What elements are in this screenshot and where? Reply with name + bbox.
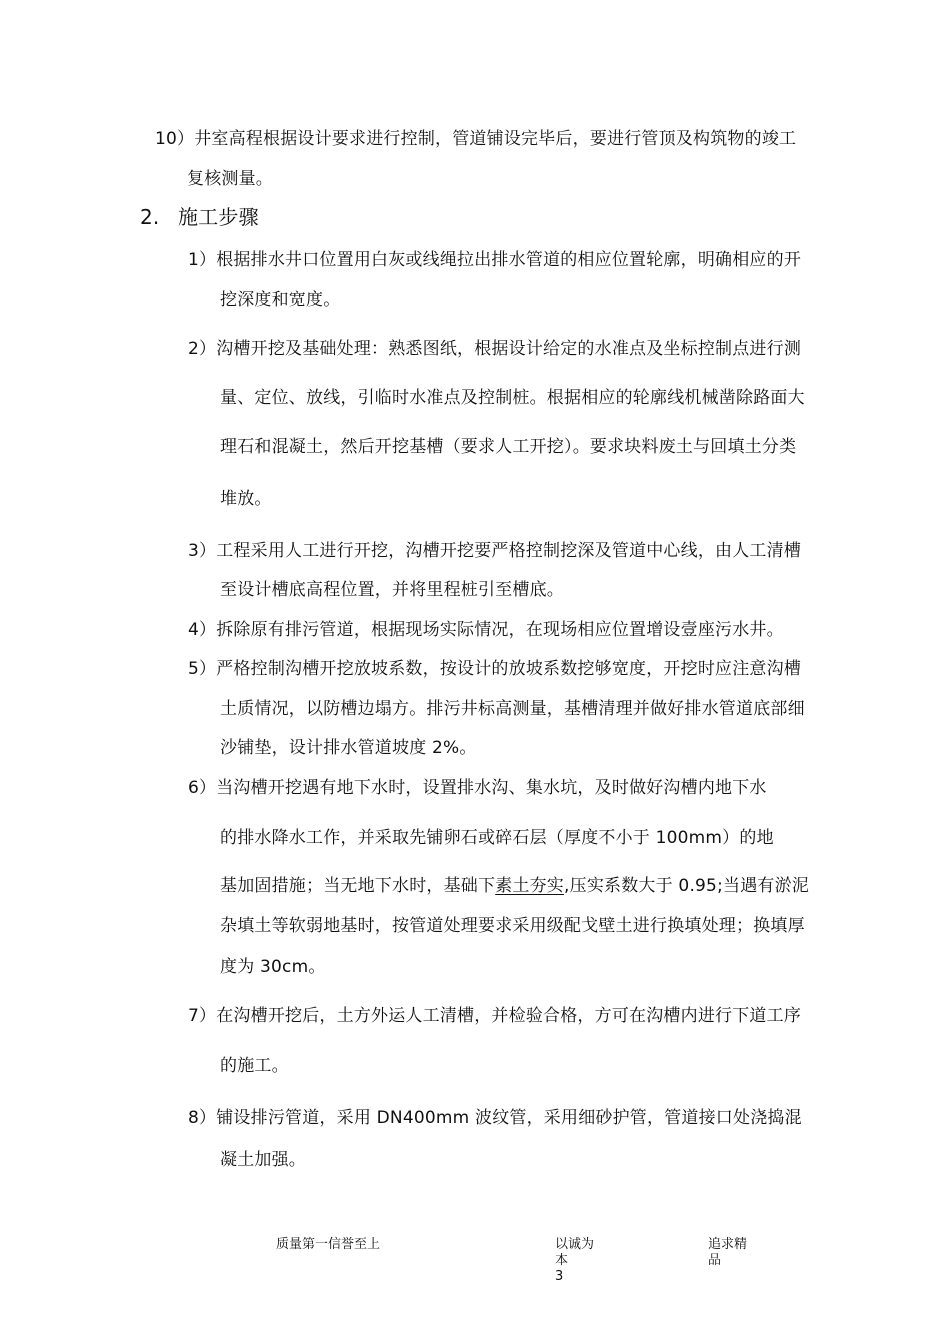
- footer-mid-line-2: 本: [555, 1253, 569, 1268]
- footer-left: 质量第一信誉至上: [276, 1237, 381, 1252]
- step-5-text-1: 严格控制沟槽开挖放坡系数，按设计的放坡系数挖够宽度，开挖时应注意沟槽: [216, 659, 802, 679]
- step-4-line-1: [188, 618, 784, 642]
- step-7-line-1: [188, 1004, 801, 1028]
- footer-right-line-1: 追求精: [708, 1237, 748, 1252]
- step-2-line-2: 量、定位、放线，引临时水准点及控制桩。根据相应的轮廓线机械凿除路面大: [220, 388, 805, 408]
- section-number: 2.: [140, 205, 160, 229]
- step-6-line-4: 杂填土等软弱地基时，按管道处理要求采用级配戈壁土进行换填处理；换填厚: [220, 916, 805, 936]
- step-6-line-5: 度为 30cm。: [220, 957, 326, 977]
- section-title: 施工步骤: [178, 205, 259, 229]
- step-7-line-2: 的施工。: [220, 1056, 289, 1076]
- step-3-line-1: [188, 539, 801, 563]
- section-heading: [140, 203, 259, 231]
- step-5-line-1: [188, 657, 801, 681]
- step-5-label: 5）: [188, 659, 217, 679]
- step-2-text-1: 沟槽开挖及基础处理：熟悉图纸，根据设计给定的水准点及坐标控制点进行测: [216, 339, 802, 359]
- step-6-label: 6）: [188, 778, 217, 798]
- step-8-line-2: 凝土加强。: [220, 1150, 306, 1170]
- page-number: 3: [555, 1269, 564, 1284]
- step-2-line-4: 堆放。: [220, 489, 272, 509]
- footer-right-line-2: 品: [708, 1253, 722, 1268]
- item-10-text-1: 井室高程根据设计要求进行控制，管道铺设完毕后，要进行管顶及构筑物的竣工: [194, 129, 797, 149]
- step-6-text-1: 当沟槽开挖遇有地下水时，设置排水沟、集水坑，及时做好沟槽内地下水: [216, 778, 767, 798]
- step-1-label: 1）: [188, 250, 217, 270]
- item-10-line-2: 复核测量。: [187, 169, 273, 189]
- step-5-line-3: 沙铺垫，设计排水管道坡度 2%。: [220, 738, 477, 758]
- step-7-label: 7）: [188, 1006, 217, 1026]
- step-4-text-1: 拆除原有排污管道，根据现场实际情况，在现场相应位置增设壹座污水井。: [216, 620, 784, 640]
- step-5-line-2: 土质情况，以防槽边塌方。排污井标高测量，基槽清理并做好排水管道底部细: [220, 699, 805, 719]
- step-3-label: 3）: [188, 541, 217, 561]
- step-1-text-1: 根据排水井口位置用白灰或线绳拉出排水管道的相应位置轮廓，明确相应的开: [216, 250, 802, 270]
- step-6-line-1: [188, 776, 767, 800]
- item-10-label: 10）: [155, 129, 195, 149]
- item-10-line-1: [155, 127, 796, 151]
- step-6-line-3: [220, 874, 809, 898]
- step-8-label: 8）: [188, 1108, 217, 1128]
- step-6-text-3b: ,压实系数大于 0.95;当遇有淤泥: [564, 876, 810, 896]
- step-6-line-2: 的排水降水工作，并采取先铺卵石或碎石层（厚度不小于 100mm）的地: [220, 828, 774, 848]
- step-2-label: 2）: [188, 339, 217, 359]
- step-2-line-1: [188, 337, 801, 361]
- step-1-line-1: [188, 248, 801, 272]
- step-4-label: 4）: [188, 620, 217, 640]
- step-8-line-1: [188, 1106, 802, 1130]
- step-3-text-1: 工程采用人工进行开挖，沟槽开挖要严格控制挖深及管道中心线，由人工清槽: [216, 541, 802, 561]
- step-7-text-1: 在沟槽开挖后，土方外运人工清槽，并检验合格，方可在沟槽内进行下道工序: [216, 1006, 802, 1026]
- step-2-line-3: 理石和混凝土，然后开挖基槽（要求人工开挖）。要求块料废土与回填土分类: [220, 437, 797, 457]
- step-6-underlined-term: 素土夯实: [495, 876, 565, 896]
- step-6-text-3a: 基加固措施；当无地下水时，基础下: [220, 876, 496, 896]
- step-1-line-2: 挖深度和宽度。: [220, 290, 341, 310]
- step-3-line-2: 至设计槽底高程位置，并将里程桩引至槽底。: [220, 580, 564, 600]
- footer-mid-line-1: 以诚为: [555, 1237, 595, 1252]
- step-8-text-1: 铺设排污管道，采用 DN400mm 波纹管，采用细砂护管，管道接口处浇捣混: [216, 1108, 802, 1128]
